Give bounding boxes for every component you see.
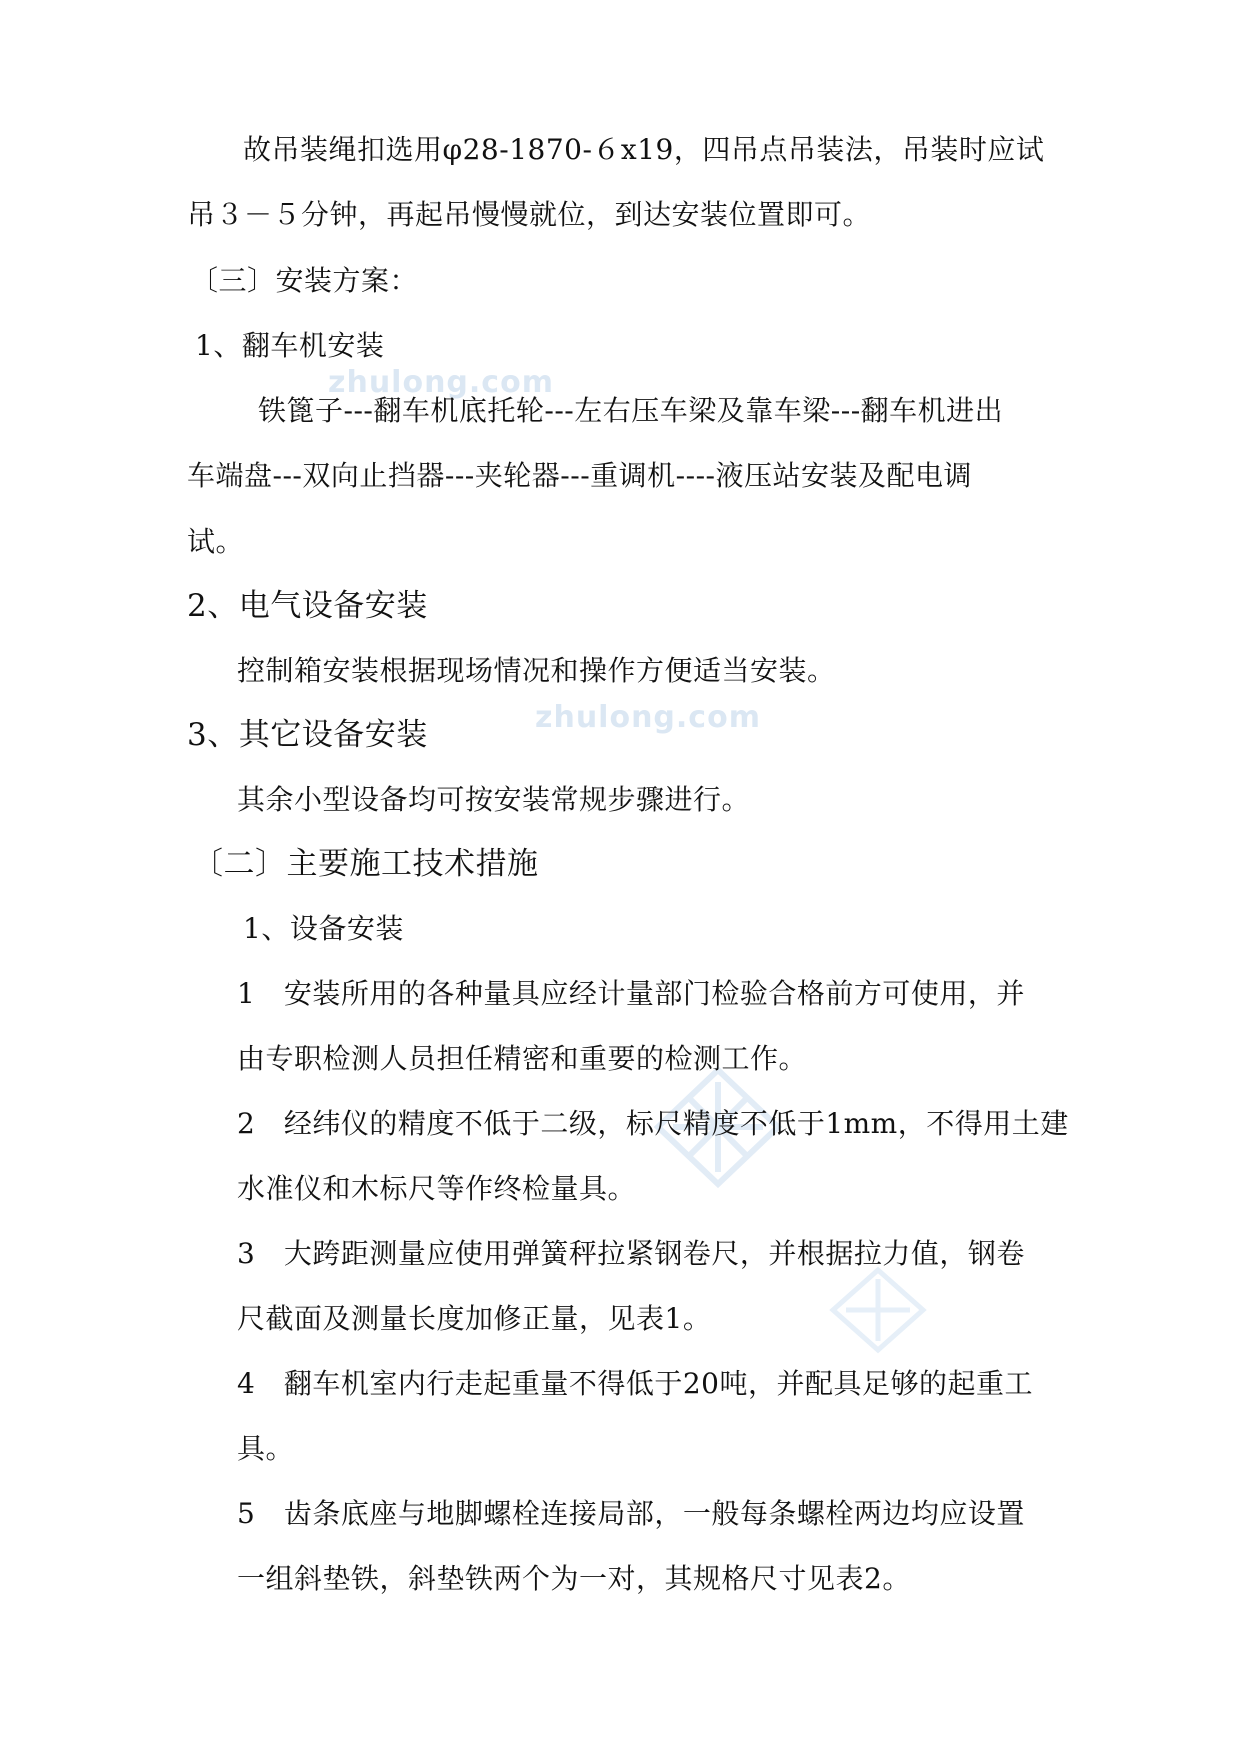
item-5-line-2: 一组斜垫铁，斜垫铁两个为一对，其规格尺寸见表2。 [237, 1562, 911, 1595]
item-3-line-2: 尺截面及测量长度加修正量，见表1。 [237, 1302, 712, 1335]
section-heading-install-plan: 〔三〕安装方案： [190, 264, 419, 297]
heading-main-measures: 〔二〕主要施工技术措施 [192, 846, 539, 882]
paragraph-line-11: 其余小型设备均可按安装常规步骤进行。 [237, 783, 751, 816]
heading-other-install: 3、其它设备安装 [187, 717, 428, 753]
item-3-line-1: 3 大跨距测量应使用弹簧秤拉紧钢卷尺，并根据拉力值，钢卷 [237, 1237, 1025, 1270]
heading-electrical-install: 2、电气设备安装 [187, 588, 428, 624]
paragraph-line-2: 吊３－５分钟，再起吊慢慢就位，到达安装位置即可。 [187, 198, 872, 231]
item-2-line-1: 2 经纬仪的精度不低于二级，标尺精度不低于1mm，不得用土建 [237, 1107, 1069, 1140]
subheading-tippler-install: 1、翻车机安装 [195, 329, 385, 362]
watermark-text-middle: zhulong.com [535, 700, 761, 735]
item-2-line-2: 水准仪和木标尺等作终检量具。 [237, 1172, 637, 1205]
paragraph-line-7: 试。 [187, 525, 245, 558]
item-4-line-1: 4 翻车机室内行走起重量不得低于20吨，并配具足够的起重工 [237, 1367, 1033, 1400]
subheading-equipment-install: 1、设备安装 [243, 912, 404, 945]
item-5-line-1: 5 齿条底座与地脚螺栓连接局部，一般每条螺栓两边均应设置 [237, 1497, 1025, 1530]
item-1-line-2: 由专职检测人员担任精密和重要的检测工作。 [237, 1042, 808, 1075]
paragraph-line-6: 车端盘---双向止挡器---夹轮器---重调机----液压站安装及配电调 [187, 459, 972, 492]
paragraph-line-1: 故吊装绳扣选用φ28-1870-６x19，四吊点吊装法，吊装时应试 [243, 133, 1045, 166]
paragraph-line-5: 铁篦子---翻车机底托轮---左右压车梁及靠车梁---翻车机进出 [258, 394, 1004, 427]
item-4-line-2: 具。 [237, 1432, 295, 1465]
paragraph-line-9: 控制箱安装根据现场情况和操作方便适当安装。 [237, 654, 836, 687]
item-1-line-1: 1 安装所用的各种量具应经计量部门检验合格前方可使用，并 [237, 977, 1025, 1010]
watermark-text-top: zhulong.com [328, 365, 554, 400]
watermark-snowflake-small-icon [828, 1265, 928, 1355]
